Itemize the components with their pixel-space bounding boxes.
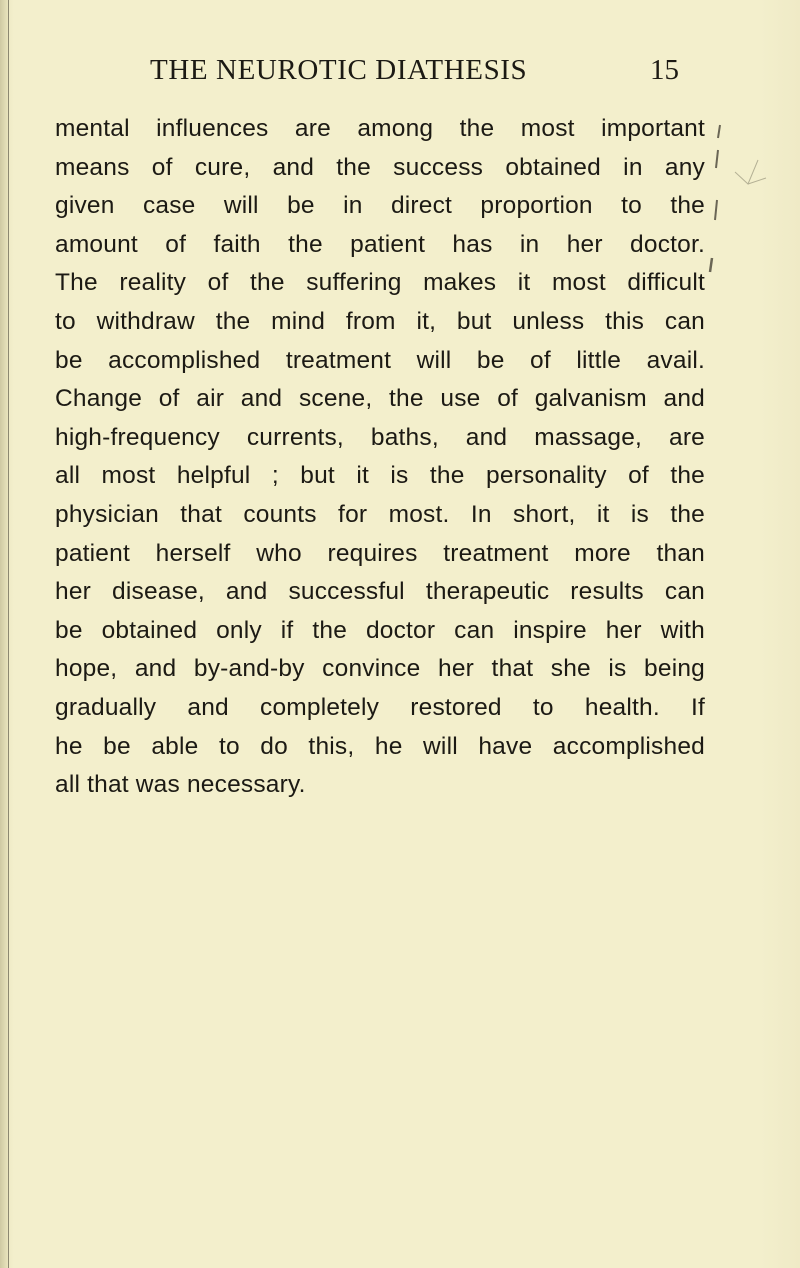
binding-edge-line <box>8 0 9 1268</box>
text-line: all that was necessary. <box>55 771 306 799</box>
margin-scribble <box>735 160 766 184</box>
text-line: gradually and completely restored to health. If <box>55 693 705 721</box>
text-line: means of cure, and the success obtained in any <box>55 153 705 181</box>
page-header <box>150 50 710 90</box>
text-line: physician that counts for most. In short, it is the <box>55 500 705 528</box>
margin-mark-stroke <box>715 200 717 220</box>
text-line: be obtained only if the doctor can inspire her with <box>55 616 705 644</box>
text-line: to withdraw the mind from it, but unless this can <box>55 307 705 335</box>
margin-mark-stroke <box>710 258 712 272</box>
binding-gutter <box>0 0 8 1268</box>
page-number: 15 <box>650 54 679 86</box>
text-line: Change of air and scene, the use of galvanism and <box>55 385 705 413</box>
margin-mark-stroke <box>716 150 718 168</box>
text-line: The reality of the suffering makes it most difficult <box>55 269 705 297</box>
text-line: amount of faith the patient has in her doctor. <box>55 230 705 258</box>
text-line: hope, and by-and-by convince her that she is being <box>55 655 705 683</box>
text-line: he be able to do this, he will have accomplished <box>55 732 705 760</box>
text-line: her disease, and successful therapeutic results can <box>55 578 705 606</box>
margin-mark-stroke <box>718 125 720 138</box>
running-head: THE NEUROTIC DIATHESIS <box>150 54 528 86</box>
text-line: all most helpful ; but it is the personality of the <box>55 462 705 490</box>
text-line: mental influences are among the most important <box>55 115 705 142</box>
body-text <box>55 110 705 805</box>
text-line: patient herself who requires treatment more than <box>55 539 705 567</box>
text-line: high-frequency currents, baths, and massage, are <box>55 423 705 451</box>
text-line: given case will be in direct proportion to the <box>55 192 705 220</box>
text-line: be accomplished treatment will be of little avail. <box>55 346 705 374</box>
